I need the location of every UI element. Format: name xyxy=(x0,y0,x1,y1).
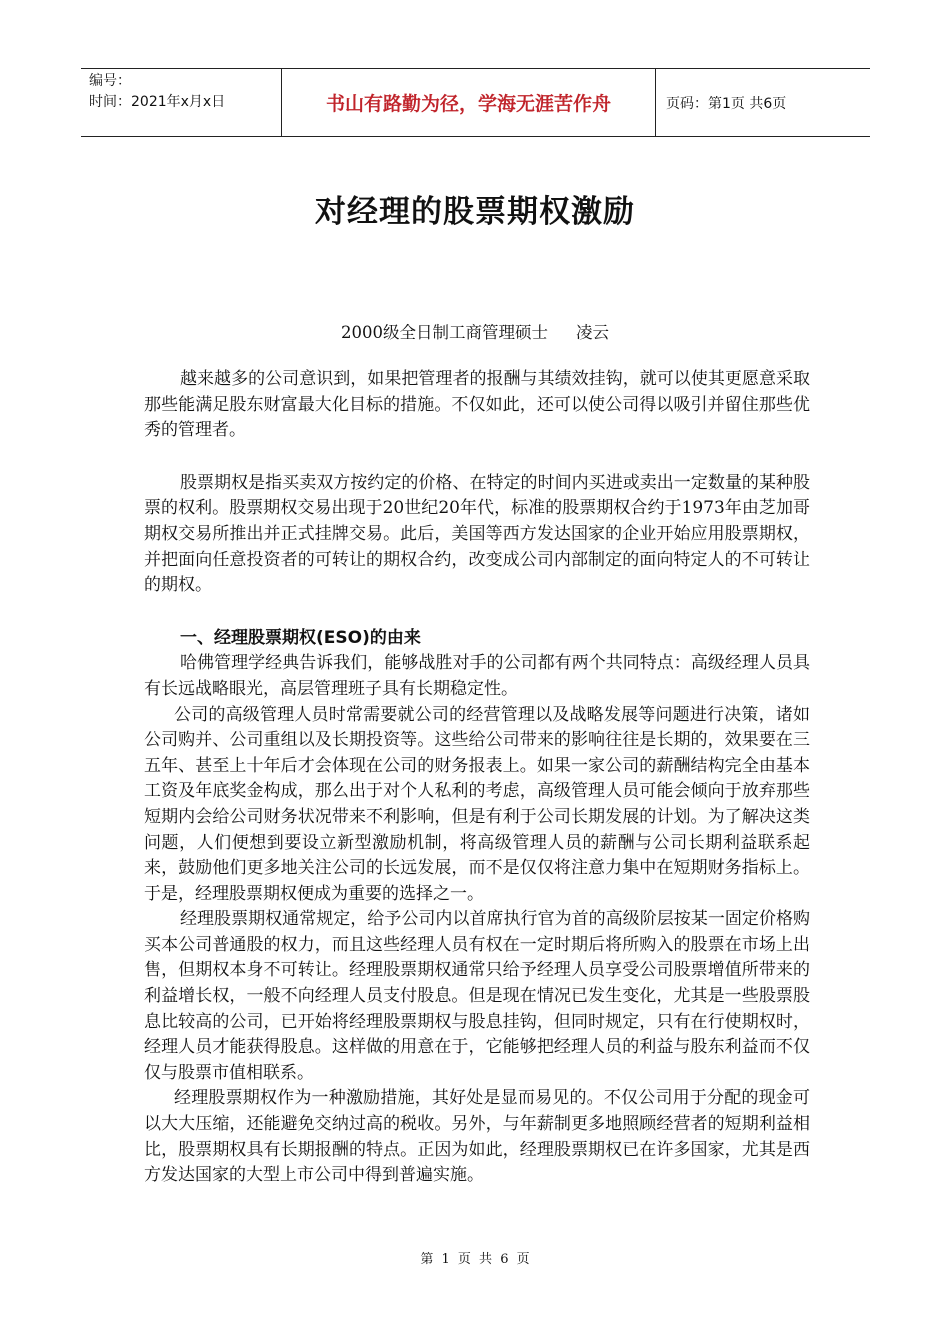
document-body xyxy=(144,367,810,1189)
author-line xyxy=(0,319,950,343)
section-heading: 一、经理股票期权(ESO)的由来 xyxy=(180,627,421,648)
document-number-label: 编号： xyxy=(89,73,131,89)
header-page-info: 页码：第1页 共6页 xyxy=(666,95,787,112)
section-paragraph-3: 经理股票期权通常规定，给予公司内以首席执行官为首的高级阶层按某一固定价格购买本公司普通股的权力，而且这些经理人员有权在一定时期后将所购入的股票在市场上出售，但期权本身不可转让。经理股票期权通常只给予经理人员享受公司股票增值所带来的利益增长权，一般不向经理人员支付股息。但是现在情况已发生变化，尤其是一些股票股息比较高的公司，已开始将经理股票期权与股息挂钩，但同时规定，只有在行使期权时，经理人员才能获得股息。这样做的用意在于，它能够把经理人员的利益与股东利益而不仅仅与股票市值相联系。 xyxy=(144,909,810,1083)
header-motto: 书山有路勤为径，学海无涯苦作舟 xyxy=(282,69,656,136)
header-table xyxy=(81,68,870,137)
intro-paragraph-1: 越来越多的公司意识到，如果把管理者的报酬与其绩效挂钩，就可以使其更愿意采取那些能满足股东财富最大化目标的措施。不仅如此，还可以使公司得以吸引并留住那些优秀的管理者。 xyxy=(144,369,810,441)
intro-paragraph-2: 股票期权是指买卖双方按约定的价格、在特定的时间内买进或卖出一定数量的某种股票的权利。股票期权交易出现于20世纪20年代，标准的股票期权合约于1973年由芝加哥期权交易所推出并正式挂牌交易。此后，美国等西方发达国家的企业开始应用股票期权，并把面向任意投资者的可转让的期权合约，改变成公司内部制定的面向特定人的不可转让的期权。 xyxy=(144,472,810,596)
page-footer: 第 1 页 共 6 页 xyxy=(420,1252,530,1267)
header-meta-cell xyxy=(81,69,282,136)
document-date-label: 时间：2021年x月x日 xyxy=(89,94,226,110)
section-paragraph-2: 公司的高级管理人员时常需要就公司的经营管理以及战略发展等问题进行决策，诸如公司购并、公司重组以及长期投资等。这些给公司带来的影响往往是长期的，效果要在三五年、甚至上十年后才会体现在公司的财务报表上。如果一家公司的薪酬结构完全由基本工资及年底奖金构成，那么出于对个人私利的考虑，高级管理人员可能会倾向于放弃那些短期内会给公司财务状况带来不利影响，但是有利于公司长期发展的计划。为了解决这类问题，人们便想到要设立新型激励机制，将高级管理人员的薪酬与公司长期利益联系起来，鼓励他们更多地关注公司的长远发展，而不是仅仅将注意力集中在短期财务指标上。于是，经理股票期权便成为重要的选择之一。 xyxy=(144,704,810,904)
section-paragraph-4: 经理股票期权作为一种激励措施，其好处是显而易见的。不仅公司用于分配的现金可以大大压缩，还能避免交纳过高的税收。另外，与年薪制更多地照顾经营者的短期利益相比，股票期权具有长期报酬的特点。正因为如此，经理股票期权已在许多国家，尤其是西方发达国家的大型上市公司中得到普遍实施。 xyxy=(144,1088,810,1186)
document-title: 对经理的股票期权激励 xyxy=(315,194,635,230)
section-paragraph-1: 哈佛管理学经典告诉我们，能够战胜对手的公司都有两个共同特点：高级经理人员具有长远战略眼光，高层管理班子具有长期稳定性。 xyxy=(144,653,810,699)
author-affiliation: 2000级全日制工商管理硕士 xyxy=(341,323,548,342)
author-name: 凌云 xyxy=(576,323,609,342)
